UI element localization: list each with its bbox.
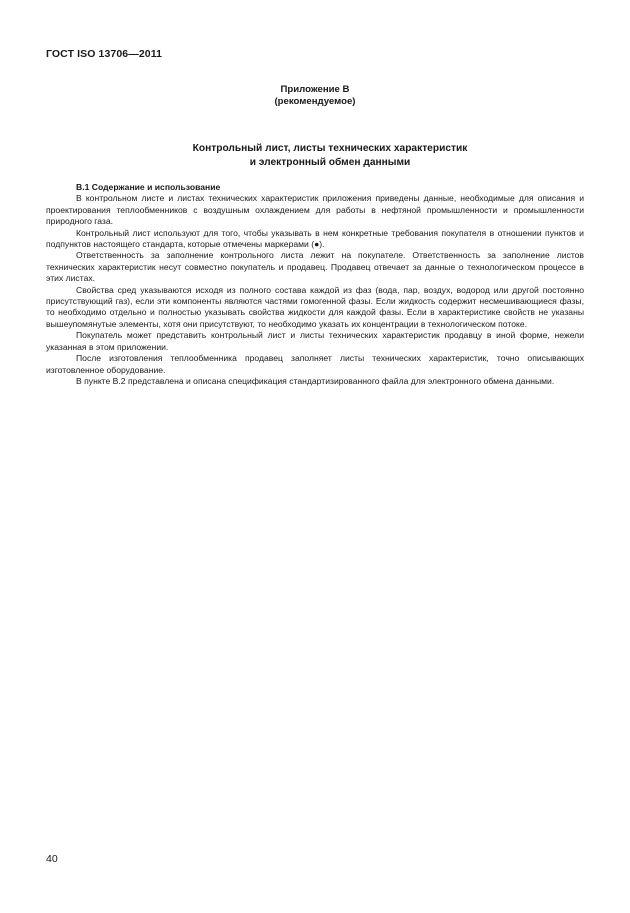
main-title-line-2: и электронный обмен данными xyxy=(249,157,411,168)
subsection-heading: В.1 Содержание и использование xyxy=(76,182,221,192)
paragraph: В пункте В.2 представлена и описана спецификация стандартизированного файла для электронного обмена данными. xyxy=(76,375,555,386)
paragraph: Контрольный лист используют для того, чтобы указывать в нем конкретные требования покупателя в отношении пунктов и подпунктов настоящего стандарта, которые отмечены маркерами (●). xyxy=(46,227,584,250)
main-title-line-1: Контрольный лист, листы технических характеристик xyxy=(192,143,468,154)
paragraph: В контрольном листе и листах технических характеристик приложения приведены данные, необходимые для описания и проектирования теплообменников с воздушным охлаждением для работы в нефтяной промышленности и промышленности природного газа. xyxy=(46,193,584,227)
paragraph: Свойства сред указываются исходя из полного состава каждой из фаз (вода, пар, воздух, водород или другой постоянно присутствующий газ), если эти компоненты являются частями гомогенной фазы. Если жидкость содержит несмешивающиеся фазы, то необходимо отдельно и полностью указывать свойства жидкости для каждой фазы. Если в характеристике свойств не указаны вышеупомянутые элементы, хотя они присутствуют, то необходимо указать их концентрации в технологическом потоке. xyxy=(46,284,584,329)
annex-status: (рекомендуемое) xyxy=(274,96,356,107)
paragraph: После изготовления теплообменника продавец заполняет листы технических характеристик, точно описывающих изготовленное оборудование. xyxy=(46,353,584,375)
paragraph: Покупатель может представить контрольный лист и листы технических характеристик продавцу в иной форме, нежели указанная в этом приложении. xyxy=(46,330,584,352)
page-number: 40 xyxy=(46,853,58,865)
document-code: ГОСТ ISO 13706—2011 xyxy=(46,48,163,60)
section-main-title xyxy=(60,142,600,170)
annex-title: Приложение В xyxy=(280,84,350,95)
section-body xyxy=(46,182,584,387)
paragraph: Ответственность за заполнение контрольного листа лежит на покупателе. Ответственность за заполнение листов технических характеристик несут совместно покупатель и продавец. Продавец отвечает за данные о технологическом процессе в этих листах. xyxy=(46,250,584,284)
